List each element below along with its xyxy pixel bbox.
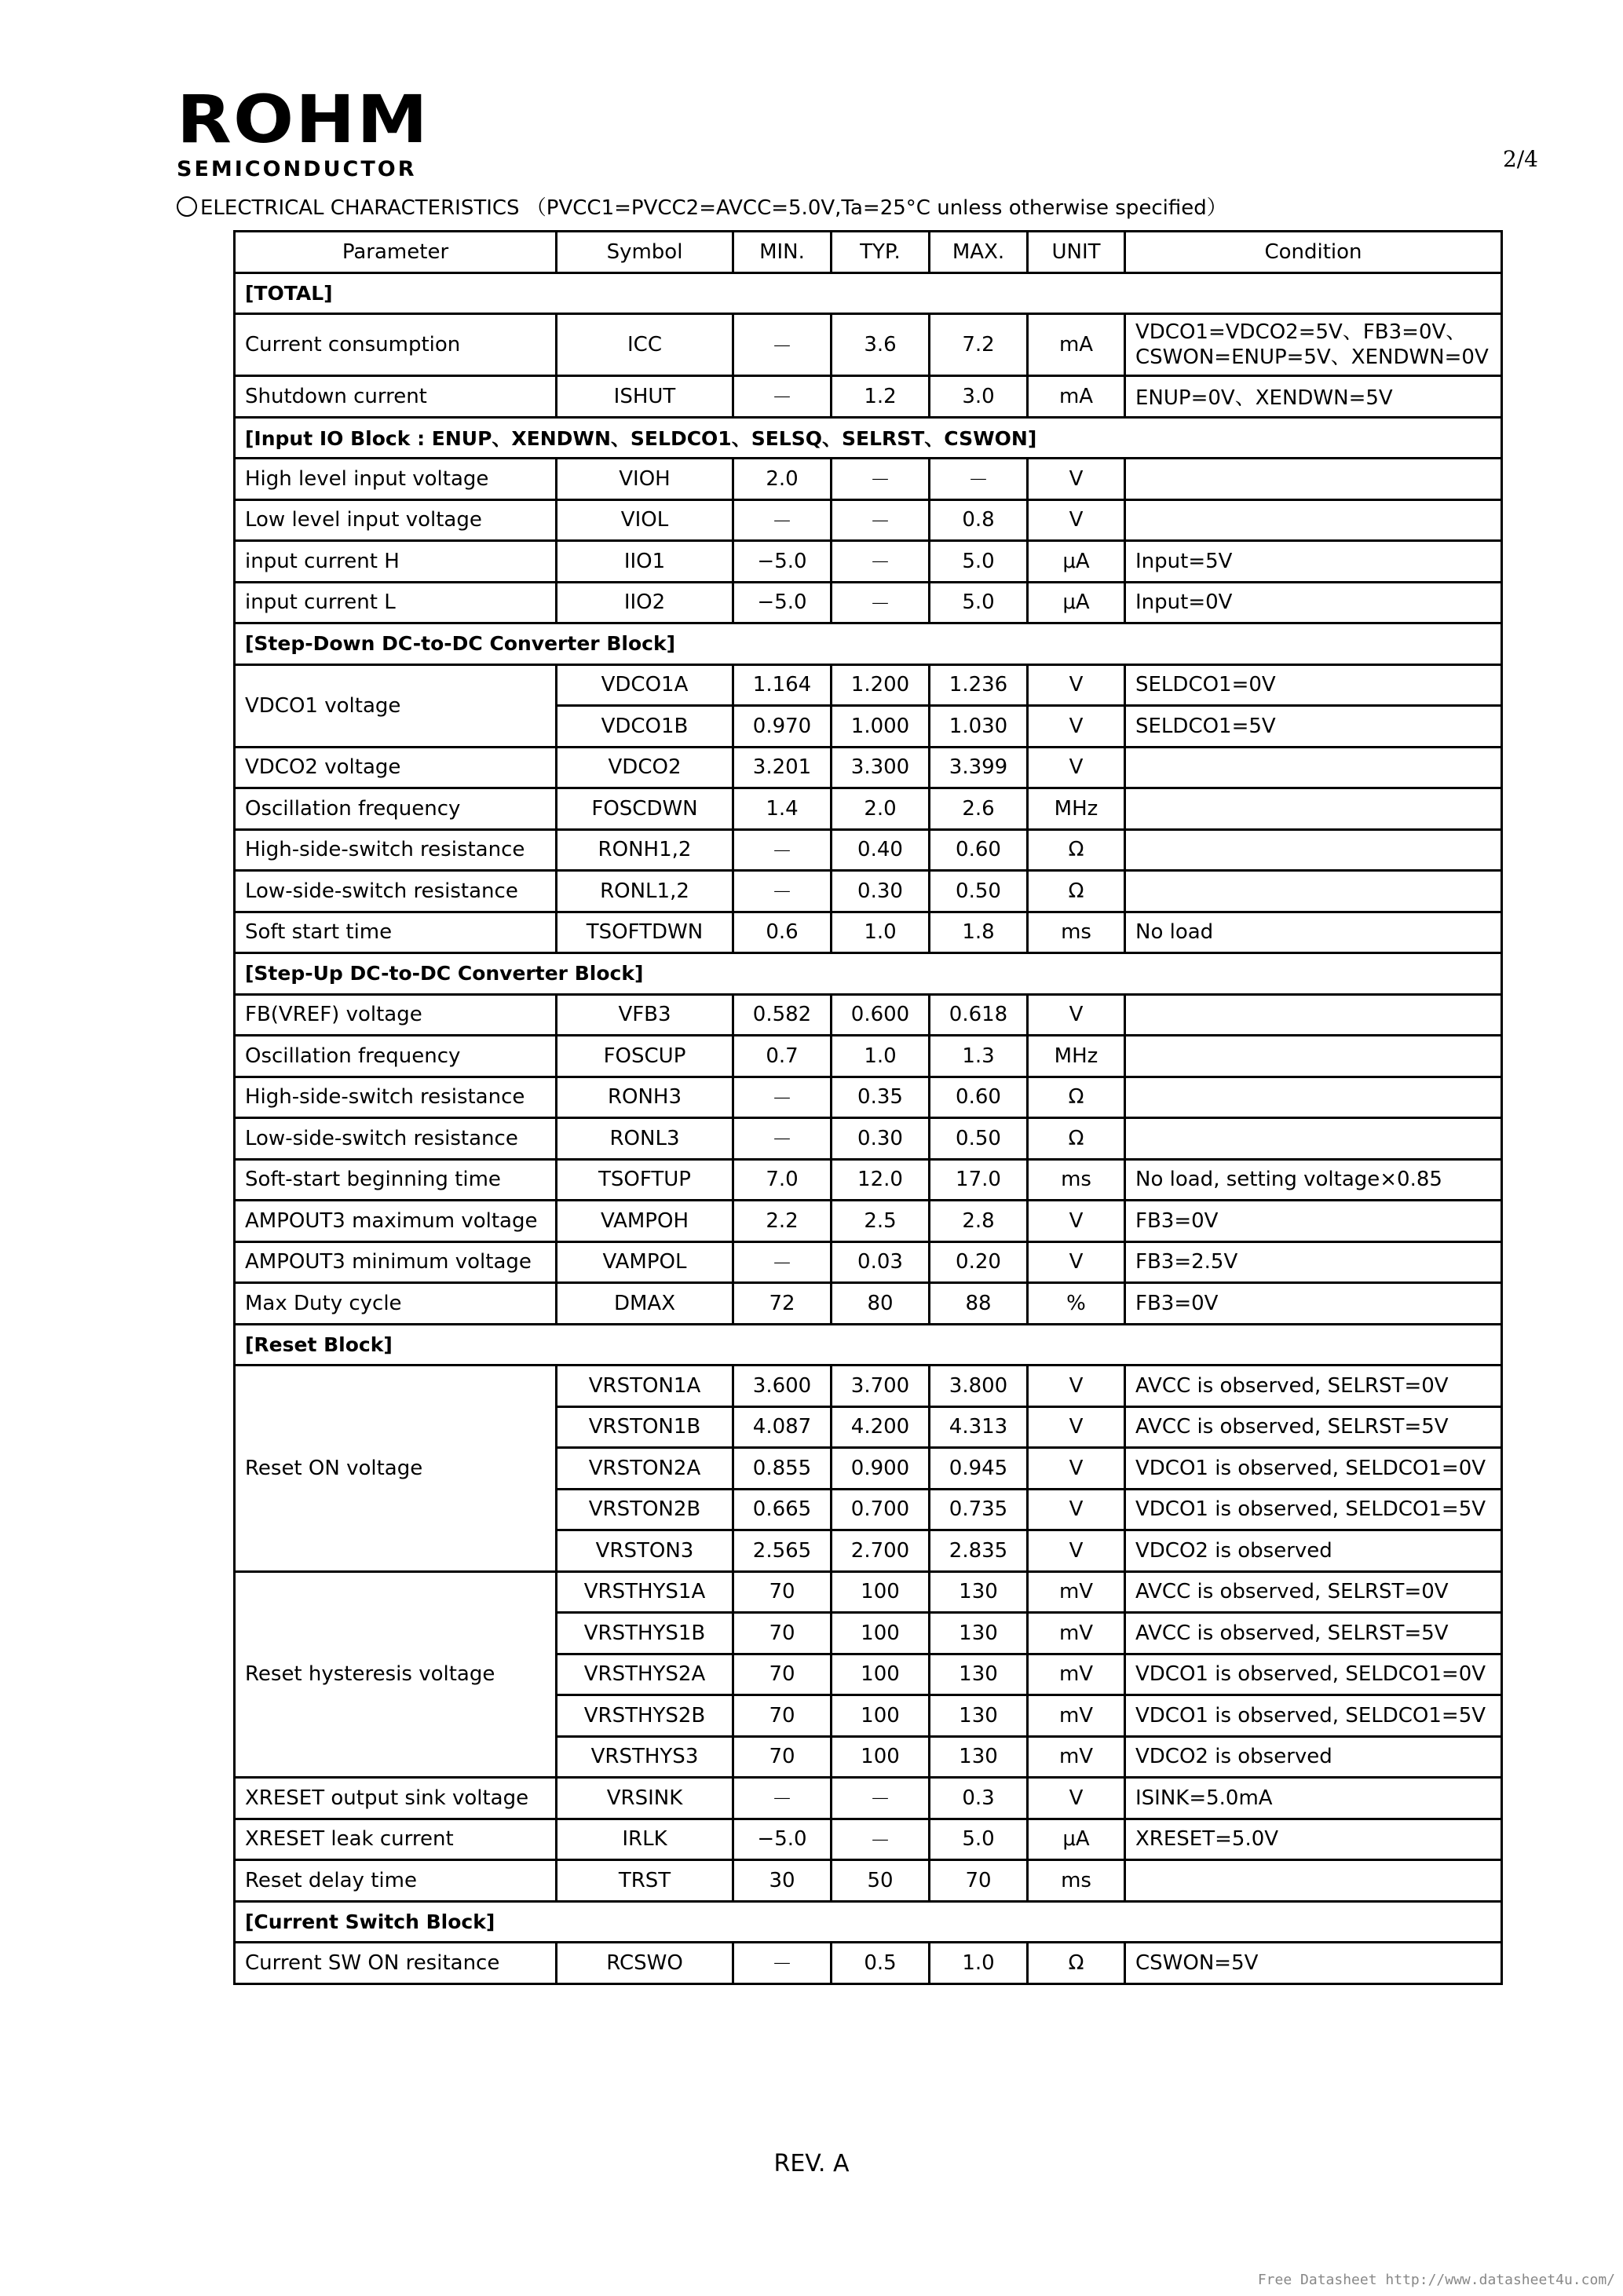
unit-cell: V (1028, 1406, 1125, 1448)
typ-cell: 4.200 (832, 1406, 930, 1448)
typ-cell: － (832, 1778, 930, 1819)
condition-cell: Input=5V (1125, 541, 1502, 583)
min-cell: 70 (733, 1613, 832, 1654)
unit-cell: V (1028, 1366, 1125, 1407)
unit-cell: V (1028, 1241, 1125, 1283)
unit-cell: V (1028, 994, 1125, 1036)
symbol-cell: VRSTHYS2A (557, 1654, 733, 1695)
table-row (235, 1036, 1502, 1077)
condition-cell: No load (1125, 912, 1502, 953)
parameter-cell: XRESET leak current (235, 1819, 557, 1860)
max-cell: 130 (930, 1695, 1028, 1737)
min-cell: 3.201 (733, 747, 832, 788)
symbol-cell: IRLK (557, 1819, 733, 1860)
min-cell: 30 (733, 1860, 832, 1902)
condition-cell: FB3=0V (1125, 1201, 1502, 1242)
condition-cell (1125, 1036, 1502, 1077)
section-title: [Current Switch Block] (235, 1901, 1502, 1943)
parameter-cell: input current L (235, 582, 557, 623)
logo-subtitle: SEMICONDUCTOR (177, 157, 417, 181)
max-cell: 0.50 (930, 1118, 1028, 1160)
typ-cell: 1.0 (832, 1036, 930, 1077)
condition-cell: VDCO1 is observed, SELDCO1=0V (1125, 1448, 1502, 1490)
parameter-cell: XRESET output sink voltage (235, 1778, 557, 1819)
parameter-cell: High-side-switch resistance (235, 1077, 557, 1118)
max-cell: 70 (930, 1860, 1028, 1902)
min-cell: 3.600 (733, 1366, 832, 1407)
section-title: [TOTAL] (235, 272, 1502, 314)
electrical-characteristics-table (233, 230, 1503, 1985)
min-cell: 72 (733, 1283, 832, 1325)
symbol-cell: VRSTHYS1B (557, 1613, 733, 1654)
unit-cell: MHz (1028, 1036, 1125, 1077)
typ-cell: 0.30 (832, 871, 930, 912)
column-header: TYP. (832, 232, 930, 273)
parameter-cell: Reset delay time (235, 1860, 557, 1902)
max-cell: 1.3 (930, 1036, 1028, 1077)
table-row (235, 582, 1502, 623)
unit-cell: mV (1028, 1613, 1125, 1654)
column-header: UNIT (1028, 232, 1125, 273)
symbol-cell: RONL3 (557, 1118, 733, 1160)
condition-cell: VDCO1 is observed, SELDCO1=5V (1125, 1489, 1502, 1530)
max-cell: － (930, 459, 1028, 500)
unit-cell: V (1028, 706, 1125, 748)
max-cell: 17.0 (930, 1159, 1028, 1201)
unit-cell: MHz (1028, 788, 1125, 830)
typ-cell: 1.0 (832, 912, 930, 953)
section-heading (177, 192, 1227, 221)
max-cell: 0.60 (930, 1077, 1028, 1118)
parameter-cell: Low-side-switch resistance (235, 1118, 557, 1160)
table-row (235, 1241, 1502, 1283)
watermark-link: Free Datasheet http://www.datasheet4u.com/ (1257, 2272, 1615, 2288)
typ-cell: 80 (832, 1283, 930, 1325)
symbol-cell: FOSCDWN (557, 788, 733, 830)
typ-cell: 1.000 (832, 706, 930, 748)
min-cell: － (733, 314, 832, 376)
parameter-cell: AMPOUT3 maximum voltage (235, 1201, 557, 1242)
min-cell: － (733, 829, 832, 871)
section-row (235, 417, 1502, 459)
condition-cell (1125, 1860, 1502, 1902)
min-cell: 0.6 (733, 912, 832, 953)
symbol-cell: TSOFTDWN (557, 912, 733, 953)
condition-cell: AVCC is observed, SELRST=0V (1125, 1571, 1502, 1613)
section-title: [Step-Up DC-to-DC Converter Block] (235, 953, 1502, 995)
symbol-cell: VRSTON1B (557, 1406, 733, 1448)
unit-cell: V (1028, 664, 1125, 706)
symbol-cell: VDCO1B (557, 706, 733, 748)
min-cell: −5.0 (733, 541, 832, 583)
unit-cell: Ω (1028, 829, 1125, 871)
max-cell: 7.2 (930, 314, 1028, 376)
typ-cell: － (832, 541, 930, 583)
unit-cell: mV (1028, 1654, 1125, 1695)
max-cell: 0.20 (930, 1241, 1028, 1283)
max-cell: 0.60 (930, 829, 1028, 871)
logo-wordmark: ROHM (177, 81, 430, 158)
typ-cell: 1.2 (832, 376, 930, 418)
max-cell: 88 (930, 1283, 1028, 1325)
condition-cell (1125, 829, 1502, 871)
max-cell: 130 (930, 1613, 1028, 1654)
condition-cell: AVCC is observed, SELRST=5V (1125, 1406, 1502, 1448)
symbol-cell: VAMPOL (557, 1241, 733, 1283)
condition-cell: SELDCO1=5V (1125, 706, 1502, 748)
circle-bullet-icon (177, 196, 197, 217)
table-row (235, 994, 1502, 1036)
typ-cell: 0.900 (832, 1448, 930, 1490)
unit-cell: ms (1028, 912, 1125, 953)
typ-cell: 2.0 (832, 788, 930, 830)
parameter-cell: Current consumption (235, 314, 557, 376)
condition-cell: FB3=0V (1125, 1283, 1502, 1325)
max-cell: 130 (930, 1571, 1028, 1613)
column-header: MIN. (733, 232, 832, 273)
section-row (235, 1324, 1502, 1366)
table-row (235, 1201, 1502, 1242)
parameter-cell: VDCO1 voltage (235, 664, 557, 747)
column-header: Symbol (557, 232, 733, 273)
typ-cell: 0.700 (832, 1489, 930, 1530)
min-cell: － (733, 1778, 832, 1819)
symbol-cell: VDCO1A (557, 664, 733, 706)
table-row (235, 1571, 1502, 1613)
typ-cell: 0.30 (832, 1118, 930, 1160)
max-cell: 0.618 (930, 994, 1028, 1036)
table-row (235, 871, 1502, 912)
unit-cell: Ω (1028, 871, 1125, 912)
parameter-cell: Oscillation frequency (235, 1036, 557, 1077)
unit-cell: V (1028, 1489, 1125, 1530)
typ-cell: 3.6 (832, 314, 930, 376)
min-cell: 0.665 (733, 1489, 832, 1530)
typ-cell: 100 (832, 1695, 930, 1737)
table-row (235, 747, 1502, 788)
unit-cell: μA (1028, 541, 1125, 583)
parameter-cell: VDCO2 voltage (235, 747, 557, 788)
condition-cell (1125, 994, 1502, 1036)
max-cell: 130 (930, 1654, 1028, 1695)
table-row (235, 912, 1502, 953)
symbol-cell: VIOH (557, 459, 733, 500)
table-header-row (235, 232, 1502, 273)
condition-cell: AVCC is observed, SELRST=5V (1125, 1613, 1502, 1654)
unit-cell: μA (1028, 1819, 1125, 1860)
condition-cell: ENUP=0V、XENDWN=5V (1125, 376, 1502, 418)
condition-cell: VDCO1 is observed, SELDCO1=0V (1125, 1654, 1502, 1695)
unit-cell: ms (1028, 1860, 1125, 1902)
min-cell: 2.0 (733, 459, 832, 500)
max-cell: 130 (930, 1736, 1028, 1778)
symbol-cell: VAMPOH (557, 1201, 733, 1242)
typ-cell: 0.03 (832, 1241, 930, 1283)
symbol-cell: IIO2 (557, 582, 733, 623)
symbol-cell: RONH3 (557, 1077, 733, 1118)
min-cell: 2.565 (733, 1530, 832, 1572)
unit-cell: mA (1028, 314, 1125, 376)
symbol-cell: RONL1,2 (557, 871, 733, 912)
table-row (235, 314, 1502, 376)
unit-cell: V (1028, 747, 1125, 788)
table-row (235, 1118, 1502, 1160)
max-cell: 0.945 (930, 1448, 1028, 1490)
rohm-logo (177, 81, 430, 181)
min-cell: 7.0 (733, 1159, 832, 1201)
page-number: 2/4 (1502, 146, 1538, 172)
table-row (235, 788, 1502, 830)
column-header: MAX. (930, 232, 1028, 273)
table-row (235, 1943, 1502, 1984)
min-cell: 70 (733, 1571, 832, 1613)
condition-cell: VDCO2 is observed (1125, 1736, 1502, 1778)
unit-cell: V (1028, 1530, 1125, 1572)
typ-cell: 0.600 (832, 994, 930, 1036)
typ-cell: － (832, 582, 930, 623)
table-row (235, 829, 1502, 871)
table-row (235, 1366, 1502, 1407)
parameter-cell: Current SW ON resitance (235, 1943, 557, 1984)
parameter-cell: Low level input voltage (235, 499, 557, 541)
table-row (235, 1819, 1502, 1860)
min-cell: － (733, 1118, 832, 1160)
typ-cell: 2.700 (832, 1530, 930, 1572)
min-cell: － (733, 499, 832, 541)
symbol-cell: VFB3 (557, 994, 733, 1036)
min-cell: － (733, 1077, 832, 1118)
typ-cell: － (832, 459, 930, 500)
unit-cell: % (1028, 1283, 1125, 1325)
condition-cell (1125, 747, 1502, 788)
max-cell: 5.0 (930, 541, 1028, 583)
min-cell: － (733, 1241, 832, 1283)
revision-label: REV. A (773, 2150, 850, 2177)
max-cell: 0.8 (930, 499, 1028, 541)
typ-cell: 100 (832, 1613, 930, 1654)
min-cell: 0.855 (733, 1448, 832, 1490)
symbol-cell: VRSINK (557, 1778, 733, 1819)
symbol-cell: ISHUT (557, 376, 733, 418)
unit-cell: μA (1028, 582, 1125, 623)
symbol-cell: TRST (557, 1860, 733, 1902)
column-header: Parameter (235, 232, 557, 273)
table-row (235, 541, 1502, 583)
condition-cell (1125, 459, 1502, 500)
symbol-cell: RONH1,2 (557, 829, 733, 871)
condition-cell (1125, 1118, 1502, 1160)
max-cell: 0.3 (930, 1778, 1028, 1819)
parameter-cell: Shutdown current (235, 376, 557, 418)
min-cell: 70 (733, 1695, 832, 1737)
max-cell: 1.8 (930, 912, 1028, 953)
typ-cell: 12.0 (832, 1159, 930, 1201)
typ-cell: 100 (832, 1571, 930, 1613)
unit-cell: Ω (1028, 1118, 1125, 1160)
parameter-cell: FB(VREF) voltage (235, 994, 557, 1036)
condition-cell (1125, 499, 1502, 541)
table-row (235, 1283, 1502, 1325)
column-header: Condition (1125, 232, 1502, 273)
section-title: [Step-Down DC-to-DC Converter Block] (235, 623, 1502, 665)
section-title: [Reset Block] (235, 1324, 1502, 1366)
table-row (235, 1860, 1502, 1902)
max-cell: 4.313 (930, 1406, 1028, 1448)
table-row (235, 1778, 1502, 1819)
unit-cell: Ω (1028, 1077, 1125, 1118)
max-cell: 3.800 (930, 1366, 1028, 1407)
condition-cell: FB3=2.5V (1125, 1241, 1502, 1283)
min-cell: 4.087 (733, 1406, 832, 1448)
condition-cell: VDCO1 is observed, SELDCO1=5V (1125, 1695, 1502, 1737)
condition-line: VDCO1=VDCO2=5V、FB3=0V、 (1135, 320, 1467, 344)
condition-cell: SELDCO1=0V (1125, 664, 1502, 706)
symbol-cell: VRSTON2B (557, 1489, 733, 1530)
typ-cell: 100 (832, 1654, 930, 1695)
max-cell: 0.735 (930, 1489, 1028, 1530)
symbol-cell: VRSTON3 (557, 1530, 733, 1572)
unit-cell: mA (1028, 376, 1125, 418)
table-row (235, 1159, 1502, 1201)
table-row (235, 376, 1502, 418)
max-cell: 2.6 (930, 788, 1028, 830)
min-cell: 70 (733, 1736, 832, 1778)
parameter-cell: Low-side-switch resistance (235, 871, 557, 912)
unit-cell: ms (1028, 1159, 1125, 1201)
parameter-cell: High level input voltage (235, 459, 557, 500)
parameter-cell: AMPOUT3 minimum voltage (235, 1241, 557, 1283)
unit-cell: mV (1028, 1695, 1125, 1737)
typ-cell: － (832, 499, 930, 541)
symbol-cell: VDCO2 (557, 747, 733, 788)
min-cell: 0.7 (733, 1036, 832, 1077)
max-cell: 3.0 (930, 376, 1028, 418)
min-cell: 70 (733, 1654, 832, 1695)
unit-cell: mV (1028, 1571, 1125, 1613)
typ-cell: 100 (832, 1736, 930, 1778)
section-row (235, 272, 1502, 314)
table-row (235, 664, 1502, 706)
symbol-cell: VRSTHYS2B (557, 1695, 733, 1737)
condition-cell (1125, 871, 1502, 912)
parameter-cell: High-side-switch resistance (235, 829, 557, 871)
max-cell: 1.236 (930, 664, 1028, 706)
min-cell: － (733, 376, 832, 418)
condition-cell (1125, 314, 1502, 376)
max-cell: 1.030 (930, 706, 1028, 748)
symbol-cell: VRSTHYS3 (557, 1736, 733, 1778)
symbol-cell: DMAX (557, 1283, 733, 1325)
max-cell: 1.0 (930, 1943, 1028, 1984)
unit-cell: V (1028, 1448, 1125, 1490)
section-row (235, 623, 1502, 665)
min-cell: 1.4 (733, 788, 832, 830)
condition-cell (1125, 1077, 1502, 1118)
section-row (235, 953, 1502, 995)
table-row (235, 499, 1502, 541)
typ-cell: 3.300 (832, 747, 930, 788)
condition-cell: No load, setting voltage×0.85 (1125, 1159, 1502, 1201)
symbol-cell: VRSTON1A (557, 1366, 733, 1407)
max-cell: 2.8 (930, 1201, 1028, 1242)
max-cell: 3.399 (930, 747, 1028, 788)
unit-cell: V (1028, 459, 1125, 500)
parameter-cell: Max Duty cycle (235, 1283, 557, 1325)
symbol-cell: IIO1 (557, 541, 733, 583)
min-cell: 0.970 (733, 706, 832, 748)
unit-cell: V (1028, 1201, 1125, 1242)
min-cell: － (733, 1943, 832, 1984)
table-row (235, 459, 1502, 500)
condition-cell: CSWON=5V (1125, 1943, 1502, 1984)
parameter-cell: Soft start time (235, 912, 557, 953)
parameter-cell: Oscillation frequency (235, 788, 557, 830)
symbol-cell: ICC (557, 314, 733, 376)
typ-cell: 2.5 (832, 1201, 930, 1242)
unit-cell: Ω (1028, 1943, 1125, 1984)
table-row (235, 1077, 1502, 1118)
typ-cell: 0.5 (832, 1943, 930, 1984)
unit-cell: V (1028, 499, 1125, 541)
unit-cell: mV (1028, 1736, 1125, 1778)
min-cell: −5.0 (733, 1819, 832, 1860)
symbol-cell: VIOL (557, 499, 733, 541)
section-row (235, 1901, 1502, 1943)
condition-cell (1125, 788, 1502, 830)
symbol-cell: TSOFTUP (557, 1159, 733, 1201)
parameter-cell: Reset ON voltage (235, 1366, 557, 1572)
min-cell: － (733, 871, 832, 912)
condition-cell: AVCC is observed, SELRST=0V (1125, 1366, 1502, 1407)
heading-text: ELECTRICAL CHARACTERISTICS （PVCC1=PVCC2=AVCC=5.0V,Ta=25°C unless otherwise specified） (200, 196, 1227, 220)
parameter-cell: Reset hysteresis voltage (235, 1571, 557, 1778)
condition-cell: ISINK=5.0mA (1125, 1778, 1502, 1819)
min-cell: 2.2 (733, 1201, 832, 1242)
min-cell: −5.0 (733, 582, 832, 623)
symbol-cell: VRSTON2A (557, 1448, 733, 1490)
typ-cell: － (832, 1819, 930, 1860)
typ-cell: 50 (832, 1860, 930, 1902)
min-cell: 1.164 (733, 664, 832, 706)
max-cell: 0.50 (930, 871, 1028, 912)
max-cell: 5.0 (930, 1819, 1028, 1860)
min-cell: 0.582 (733, 994, 832, 1036)
parameter-cell: Soft-start beginning time (235, 1159, 557, 1201)
condition-cell: XRESET=5.0V (1125, 1819, 1502, 1860)
typ-cell: 0.35 (832, 1077, 930, 1118)
max-cell: 5.0 (930, 582, 1028, 623)
symbol-cell: RCSWO (557, 1943, 733, 1984)
section-title: [Input IO Block : ENUP、XENDWN、SELDCO1、SELSQ、SELRST、CSWON] (235, 417, 1502, 459)
typ-cell: 1.200 (832, 664, 930, 706)
typ-cell: 3.700 (832, 1366, 930, 1407)
condition-line: CSWON=ENUP=5V、XENDWN=0V (1135, 345, 1489, 369)
condition-cell: VDCO2 is observed (1125, 1530, 1502, 1572)
max-cell: 2.835 (930, 1530, 1028, 1572)
parameter-cell: input current H (235, 541, 557, 583)
unit-cell: V (1028, 1778, 1125, 1819)
symbol-cell: FOSCUP (557, 1036, 733, 1077)
typ-cell: 0.40 (832, 829, 930, 871)
symbol-cell: VRSTHYS1A (557, 1571, 733, 1613)
condition-cell: Input=0V (1125, 582, 1502, 623)
